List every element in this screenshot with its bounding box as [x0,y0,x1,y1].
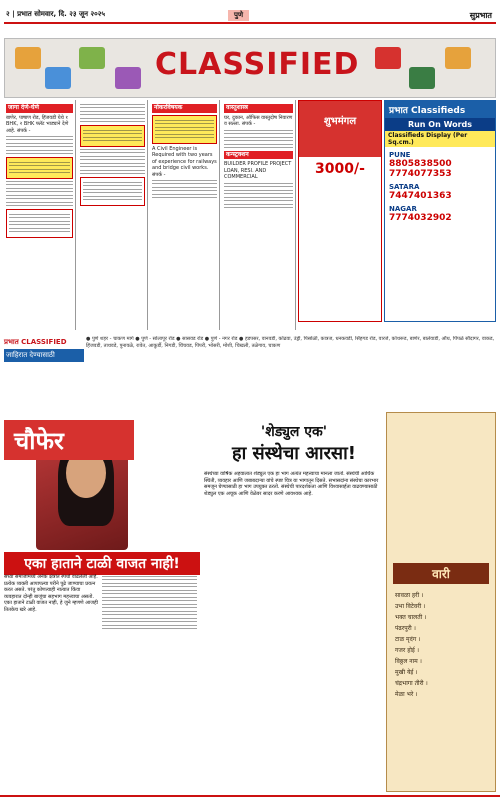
poem-box [386,412,496,792]
badge-line-2: जाहिरात देण्यासाठी [4,349,84,362]
editorial [204,412,384,792]
house-icon [15,47,41,69]
phone-pune-1: 8805838500 [389,159,452,169]
phone-pune-2: 7774077353 [389,169,452,179]
poem-line: सावळा हरी । [395,592,424,599]
city-satara: SATARA [389,183,420,191]
poem-line: टाळ मृदंग । [395,636,421,643]
section-heading: नोकरविषयक [152,104,217,113]
rates-box [384,100,496,322]
header-section: पुणे [228,10,249,21]
locality-strip: ● पुणे शहर - चाकण मार्ग ● पुणे - सोलापूर रोड ● सासवड रोड ● पुणे - नगर रोड ● हडपसर, वानवडी, कोंढवा, उंड्री, पिसोळी, कात्रज, धनकवडी, सिंहगड रोड, वारजे, कोथरूड, बाणेर, बालेवाडी, औंध, पिंपळे सौदागर, वाकड, हिंजवडी, ताथवडे, पुनावळे, रावेत, आकुर्डी, निगडी, चिंचवड, पिंपरी, भोसरी, मोशी, चिखली, तळेगाव, चाकण [86,336,495,349]
poem-title: वारी [393,563,489,584]
poem-line: भक्त चालती । [395,614,427,621]
ad-box [152,115,217,144]
section-heading: कन्स्ट्रक्शन [224,151,293,160]
column-2 [78,100,148,330]
poem-line: मेळा भरे । [395,691,418,698]
column-3 [150,100,220,330]
briefcase-icon [79,47,105,69]
editorial-title-2: हा संस्थेचा आरसा! [232,443,356,464]
column-4 [222,100,296,330]
poem-line: गजर होई । [395,647,420,654]
ad-box [6,209,73,238]
editorial-body: संस्थेच्या वार्षिक अहवालात शेड्युल एक हा भाग अत्यंत महत्त्वाचा मानला जातो. संस्थेची आर्थिक स्थिती, व्यवहार आणि जबाबदाऱ्या यांचे स्पष्ट चित्र या भागातून दिसते. सभासदांना संस्थेचा कारभार समजून घेण्यासाठी हा भाग उपयुक्त ठरतो. संस्थेची पारदर्शकता आणि विश्वासार्हता वाढवण्यासाठी शेड्युल एक अचूक आणि वेळेवर सादर करणे आवश्यक आहे. [204,471,379,497]
ad-text: घर, दुकान, ऑफिस वास्तुदोष निवारण व सल्ला. संपर्क - [224,114,293,127]
wedding-ad [298,100,382,322]
city-pune: PUNE [389,151,411,159]
poem-line: चंद्रभागा तीरी । [395,680,428,687]
badge-line-1: प्रभात CLASSIFIED [4,338,67,346]
header-date: २ | प्रभात सोमवार, दि. २३ जून २०२५ [6,10,106,18]
ad-text: बाणेर, पाषाण रोड, हिंजवडी येथे १ BHK, २ BHK फ्लॅट भाड्याने देणे आहे. संपर्क - [6,114,69,134]
feature-body-text: सध्या समाजामध्ये अनेक क्षेत्रांत स्पर्धा वाढलेली आहे. प्रत्येक व्यक्ती आपापल्या परीने पुढे जाण्याचा प्रयत्न करत असते. परंतु कोणत्याही नात्यात किंवा व्यवहारात दोन्ही बाजूंचा सहभाग महत्त्वाचा असतो. एका हाताने टाळी वाजत नाही, हे जुने म्हणणे आजही तितकेच खरे आहे. [4,574,98,613]
classified-badge [4,338,84,388]
medical-icon [375,47,401,69]
ad-text: A Civil Engineer is Required with two years of experience for railways and bridge civil works. संपर्क - [152,145,217,178]
display-rate: Classifieds Display (Per Sq.cm.) [385,131,495,147]
rates-title: प्रभात Classifieds [385,101,495,118]
feature-title: चौफेर [4,420,134,460]
poem-line: मुखी येई । [395,669,418,676]
ad-box [80,125,145,147]
phone-nagar: 7774032902 [389,213,452,223]
feature-body [4,574,200,794]
phone-satara: 7447401363 [389,191,452,201]
column-1 [4,100,76,330]
classified-banner [4,38,496,98]
poem-line: विठ्ठल नाम । [395,658,422,665]
editorial-title-1: 'शेड्युल एक' [260,424,328,440]
ad-box [80,177,145,206]
poem-lines [387,590,495,700]
section-heading: जागा देणे-घेणे [6,104,73,113]
header-tagline: सुप्रभात [469,11,492,20]
city-nagar: NAGAR [389,205,417,213]
run-on-words: Run On Words [385,118,495,131]
banner-title: CLASSIFIED [155,47,360,82]
car-icon [45,67,71,89]
book-icon [115,67,141,89]
ad-box [6,157,73,179]
wedding-title: शुभमंगल [299,101,381,157]
feature-headline: एका हाताने टाळी वाजत नाही! [4,552,200,575]
header-rule [4,22,496,24]
building-icon [409,67,435,89]
wedding-price: 3000/- [315,161,365,177]
phone-icon [445,47,471,69]
ad-text: BUILDER PROFILE PROJECT LOAN, RESI. AND COMMERCIAL [224,161,292,180]
section-heading: वास्तुशास्त्र [224,104,293,113]
poem-line: पंढरपुरी । [395,625,416,632]
poem-line: उभा विटेवरी । [395,603,426,610]
page-header [0,0,500,36]
